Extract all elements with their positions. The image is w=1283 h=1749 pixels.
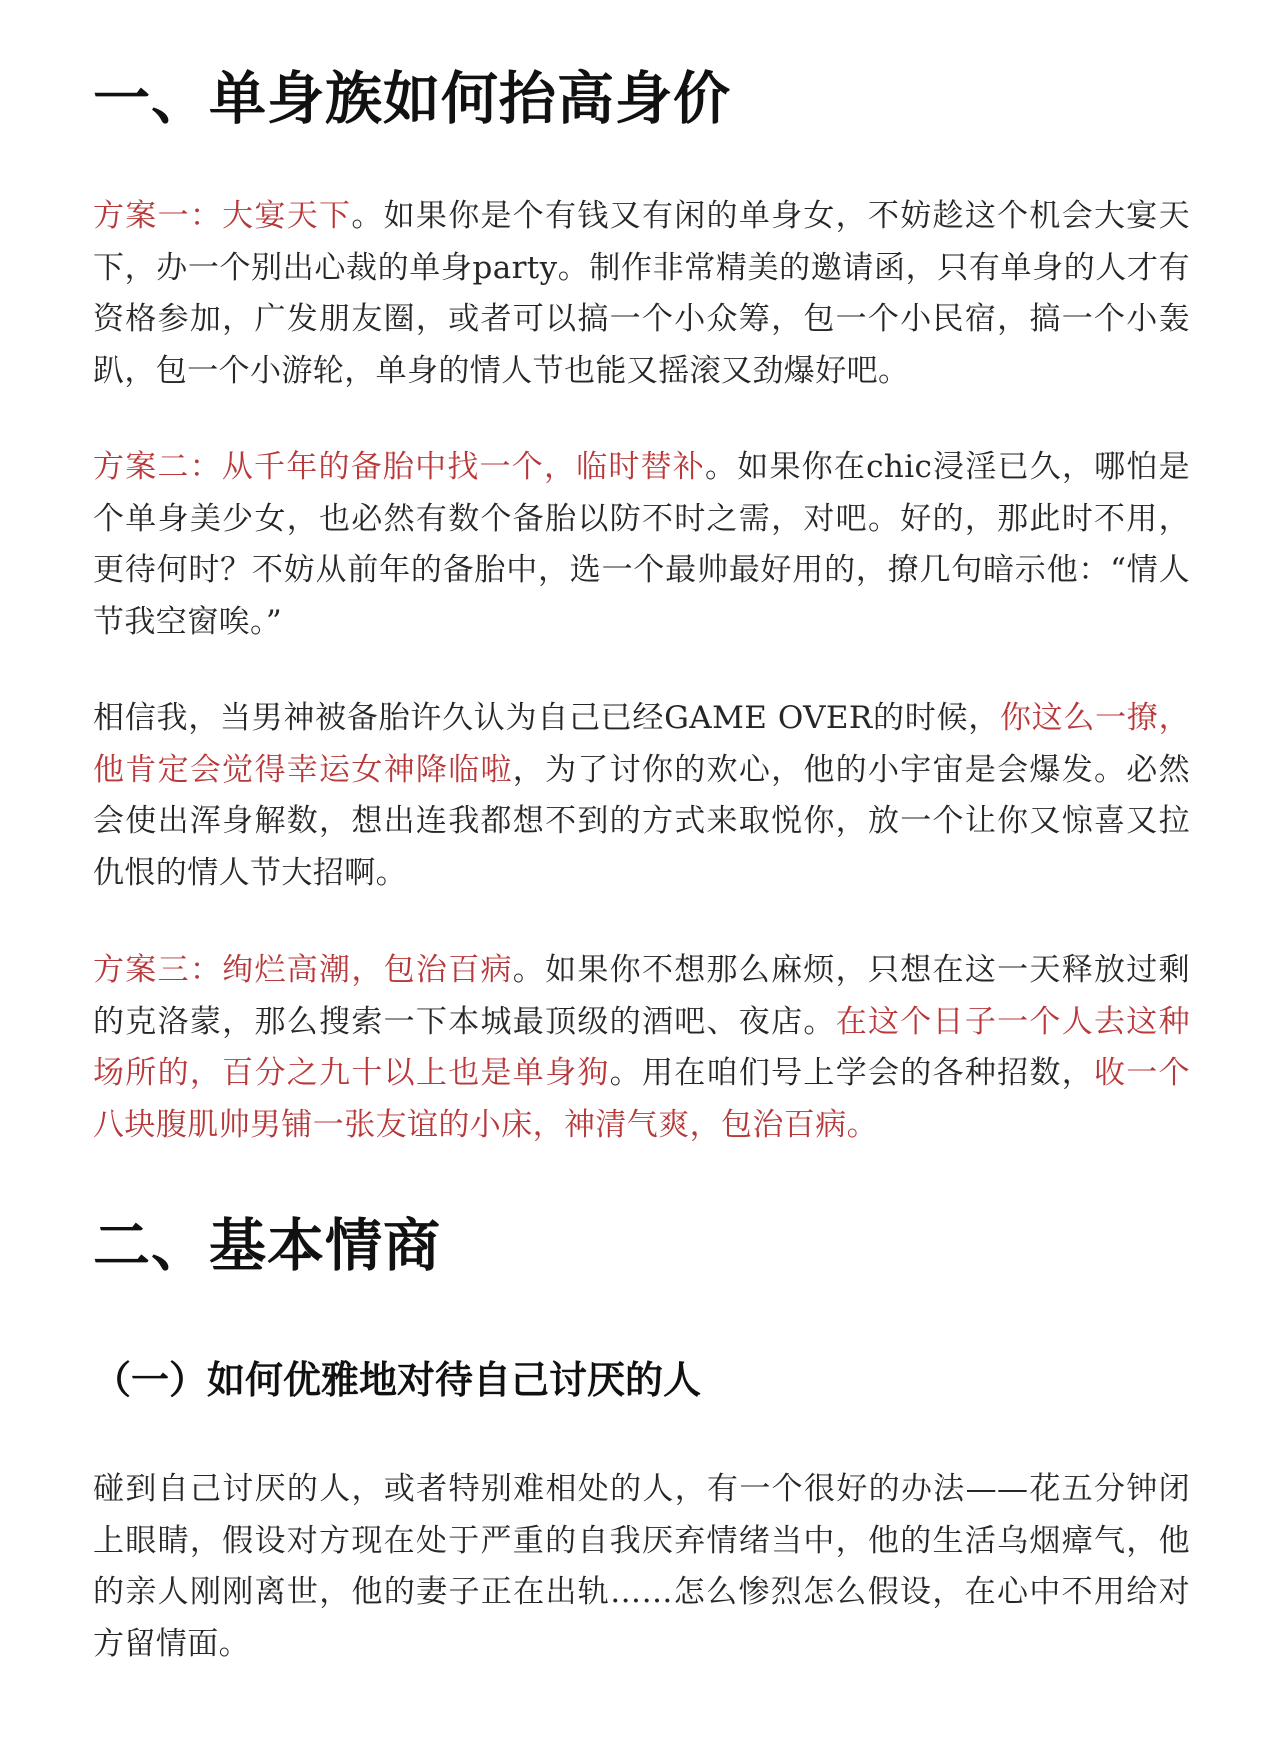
plan-3-highlight-1: 在这个日子一个人去这种场所的，百分之九十以上也是单身狗 (93, 1003, 1190, 1091)
plan-3-paragraph (93, 945, 1190, 1151)
plan-1-label: 方案一：大宴天下 (93, 198, 352, 234)
paragraph-3 (93, 693, 1190, 899)
plan-2-label: 方案二：从千年的备胎中找一个，临时替补 (93, 449, 706, 485)
subsection-1-paragraph: 碰到自己讨厌的人，或者特别难相处的人，有一个很好的办法——花五分钟闭上眼睛，假设对方现在处于严重的自我厌弃情绪当中，他的生活乌烟瘴气，他的亲人刚刚离世，他的妻子正在出轨……怎么惨烈怎么假设，在心中不用给对方留情面。 (93, 1471, 1190, 1662)
plan-2-text: 。如果你在chic浸淫已久，哪怕是个单身美少女，也必然有数个备胎以防不时之需，对吧。好的，那此时不用，更待何时？不妨从前年的备胎中，选一个最帅最好用的，撩几句暗示他：“情人节我空窗唉。” (93, 449, 1190, 640)
plan-1-text: 。如果你是个有钱又有闲的单身女，不妨趁这个机会大宴天下，办一个别出心裁的单身party。制作非常精美的邀请函，只有单身的人才有资格参加，广发朋友圈，或者可以搞一个小众筹，包一个小民宿，搞一个小轰趴，包一个小游轮，单身的情人节也能又摇滚又劲爆好吧。 (93, 198, 1190, 389)
plan-3-text-1: 。如果你不想那么麻烦，只想在这一天释放过剩的克洛蒙，那么搜索一下本城最顶级的酒吧、夜店。 (93, 952, 1190, 1040)
plan-3-highlight-2: 收一个八块腹肌帅男铺一张友谊的小床，神清气爽，包治百病。 (93, 1055, 1190, 1143)
plan-3-text-2: 。用在咱们号上学会的各种招数， (609, 1055, 1095, 1091)
section-2-title: 二、基本情商 (93, 1213, 441, 1279)
section-1-title: 一、单身族如何抬高身价 (93, 66, 731, 132)
paragraph-3-text-1: 相信我，当男神被备胎许久认为自己已经GAME OVER的时候， (93, 700, 1000, 736)
plan-1-paragraph (93, 191, 1190, 397)
plan-3-label: 方案三：绚烂高潮，包治百病 (93, 952, 513, 988)
subsection-1-title: （一）如何优雅地对待自己讨厌的人 (93, 1358, 702, 1402)
paragraph-3-text-2: ，为了讨你的欢心，他的小宇宙是会爆发。必然会使出浑身解数，想出连我都想不到的方式来取悦你，放一个让你又惊喜又拉仇恨的情人节大招啊。 (93, 751, 1190, 891)
plan-2-paragraph (93, 442, 1190, 648)
paragraph-3-highlight: 你这么一撩，他肯定会觉得幸运女神降临啦 (93, 700, 1190, 788)
